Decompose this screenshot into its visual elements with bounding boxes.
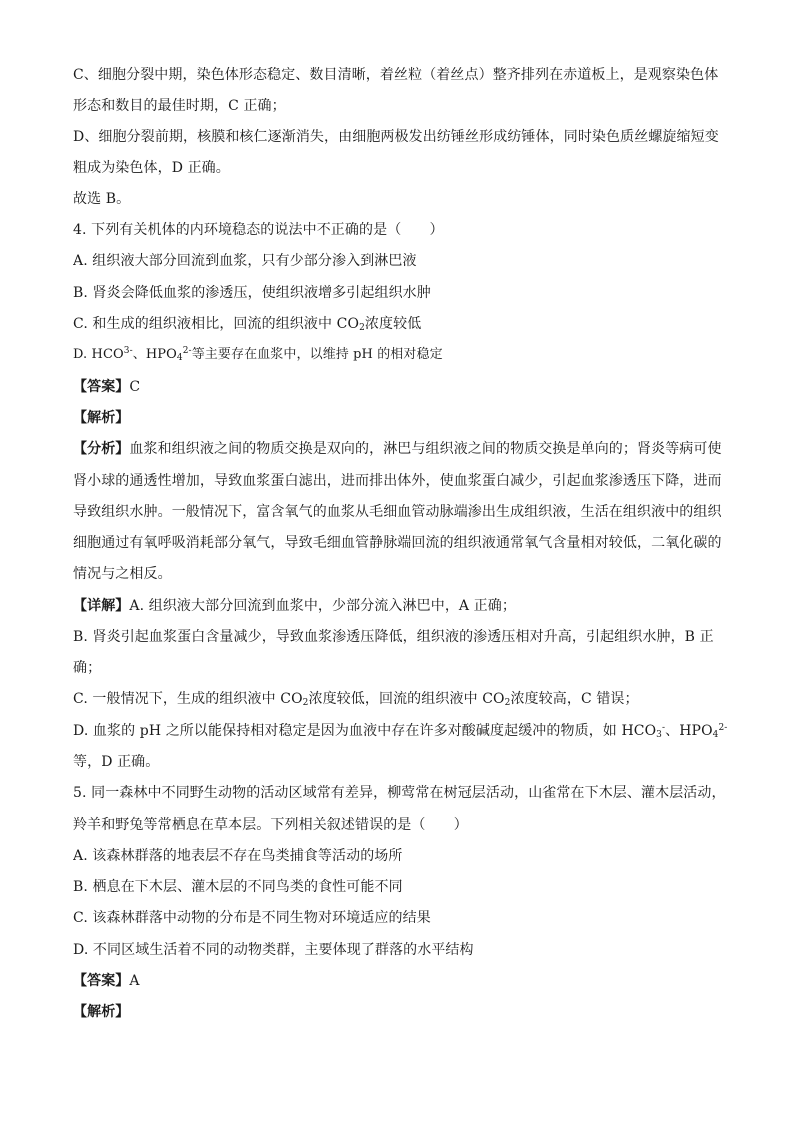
q4-option-c-pre: C. 和生成的组织液相比，回流的组织液中 CO	[73, 316, 360, 332]
q4-answer	[73, 376, 733, 398]
prev-c-line2: 形态和数目的最佳时期，C 正确；	[73, 98, 286, 114]
q4-option-c-sub: 2	[359, 323, 365, 333]
q4-xiangjie-a	[73, 595, 733, 617]
q4-option-c-post: 浓度较低	[364, 316, 422, 332]
q4-xj-c-sub2: 2	[504, 698, 511, 708]
q4-option-d-post: 等主要存在血浆中，以维持 pH 的相对稳定	[191, 347, 443, 362]
q5-answer-value: A	[129, 973, 140, 989]
q4-answer-tag: 【答案】	[73, 379, 130, 395]
q5-analysis-tag: 【解析】	[73, 1004, 130, 1020]
q4-xj-c-part1: C. 一般情况下，生成的组织液中 CO	[73, 691, 303, 707]
q4-xj-c-part2: 浓度较低，回流的组织液中 CO	[308, 691, 505, 707]
q4-fenxi-tag: 【分析】	[73, 441, 130, 457]
q4-xj-d-sub2: 4	[712, 730, 719, 740]
q5-answer	[73, 970, 733, 992]
q5-stem-line1: 5. 同一森林中不同野生动物的活动区域常有差异，柳莺常在树冠层活动，山雀常在下木层、灌木层活动，	[73, 785, 726, 801]
q4-fenxi-line3: 导致组织水肿。一般情况下，富含氧气的血浆从毛细血管动脉端渗出生成组织液，生活在组织液中的组织	[73, 504, 722, 520]
q4-fenxi-line1	[73, 438, 733, 460]
q5-option-c: C. 该森林群落中动物的分布是不同生物对环境适应的结果	[73, 910, 431, 926]
prev-d-line2: 粗成为染色体，D 正确。	[73, 160, 230, 176]
q4-fenxi-line5: 情况与之相反。	[73, 566, 172, 582]
q4-answer-value: C	[129, 379, 141, 395]
q4-xiangjie-b2: 确；	[73, 660, 102, 676]
q4-option-d-mid: 、HPO	[132, 347, 177, 362]
q4-xiangjie-d2: 等，D 正确。	[73, 754, 160, 770]
q4-option-c	[73, 313, 733, 335]
q4-xiangjie-c	[73, 688, 733, 710]
q4-xj-d-sup1: -	[661, 723, 666, 733]
q4-xiangjie-a-text: A. 组织液大部分回流到血浆中，少部分流入淋巴中，A 正确；	[129, 598, 516, 614]
q4-analysis-tag: 【解析】	[73, 410, 130, 426]
q4-fenxi-line2: 肾小球的通透性增加，导致血浆蛋白滤出，进而排出体外，使血浆蛋白减少，引起血浆渗透压下降，进而	[73, 473, 722, 489]
q4-xj-c-part3: 浓度较高，C 错误；	[510, 691, 639, 707]
q4-xj-d-sub1: 3	[656, 730, 662, 740]
q5-answer-tag: 【答案】	[73, 973, 130, 989]
q4-xj-d-part2: 、HPO	[665, 723, 713, 739]
q4-option-a: A. 组织液大部分回流到血浆，只有少部分渗入到淋巴液	[73, 253, 417, 269]
prev-choose: 故选 B。	[73, 191, 131, 207]
q4-option-d-sub2: 4	[176, 353, 183, 363]
q4-fenxi-line4: 细胞通过有氧呼吸消耗部分氧气，导致毛细血管静脉端回流的组织液通常氧气含量相对较低，二氧化碳的	[73, 535, 722, 551]
q4-xiangjie-d1	[73, 720, 733, 742]
q5-option-a: A. 该森林群落的地表层不存在鸟类捕食等活动的场所	[73, 848, 403, 864]
q4-xj-d-part1: D. 血浆的 pH 之所以能保持相对稳定是因为血液中存在许多对酸碱度起缓冲的物质，如 HCO	[73, 723, 657, 739]
q5-option-b: B. 栖息在下木层、灌木层的不同鸟类的食性可能不同	[73, 879, 403, 895]
q5-option-d: D. 不同区域生活着不同的动物类群，主要体现了群落的水平结构	[73, 942, 474, 958]
q4-option-d-sup2: 2-	[182, 346, 192, 356]
q4-option-d	[73, 344, 733, 366]
q4-fenxi-text1: 血浆和组织液之间的物质交换是双向的，淋巴与组织液之间的物质交换是单向的；肾炎等病可使	[129, 441, 722, 457]
q4-option-b: B. 肾炎会降低血浆的渗透压，使组织液增多引起组织水肿	[73, 285, 431, 301]
prev-d-line1: D、细胞分裂前期，核膜和核仁逐渐消失，由细胞两极发出纺锤丝形成纺锤体，同时染色质丝螺旋缩短变	[73, 129, 719, 145]
q4-option-d-pre: D. HCO	[73, 347, 124, 362]
q4-xiangjie-b1: B. 肾炎引起血浆蛋白含量减少，导致血浆渗透压降低，组织液的渗透压相对升高，引起组织水肿，B 正	[73, 629, 714, 645]
q4-option-d-sup1: 3-	[123, 346, 133, 356]
q4-xj-d-sup2: 2-	[718, 723, 728, 733]
q4-xiangjie-tag: 【详解】	[73, 598, 130, 614]
prev-c-line1: C、细胞分裂中期，染色体形态稳定、数目清晰，着丝粒（着丝点）整齐排列在赤道板上，是观察染色体	[73, 67, 719, 83]
q4-xj-c-sub1: 2	[302, 698, 309, 708]
q4-stem: 4. 下列有关机体的内环境稳态的说法中不正确的是（ ）	[73, 222, 444, 238]
q5-stem-line2: 羚羊和野兔等常栖息在草本层。下列相关叙述错误的是（ ）	[73, 817, 468, 833]
